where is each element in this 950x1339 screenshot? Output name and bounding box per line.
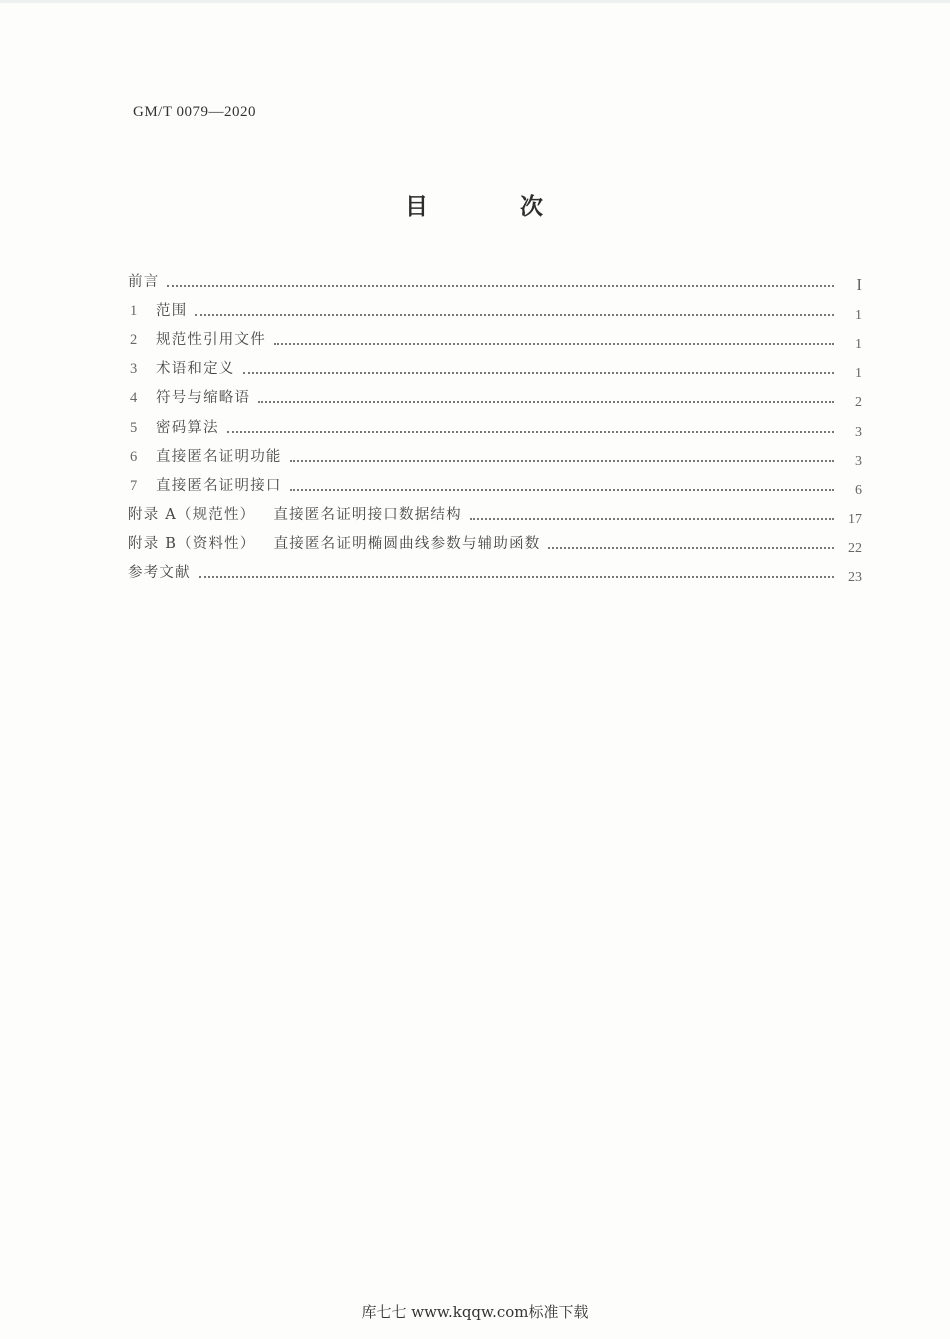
toc-entry-page: I [856, 275, 862, 295]
toc-entry-page: 1 [855, 308, 862, 324]
toc-entry-number: 2 [130, 332, 138, 349]
toc-entry-number: 6 [130, 448, 138, 465]
toc-leader-dots [243, 371, 835, 374]
toc-entry-daa-interfaces[interactable] [128, 466, 862, 498]
toc-entry-annex-b[interactable] [128, 524, 862, 556]
toc-entry-page: 23 [848, 570, 862, 586]
toc-entry-sublabel: 直接匿名证明接口数据结构 [273, 506, 462, 523]
toc-list [128, 262, 862, 586]
toc-leader-dots [274, 342, 834, 345]
document-code: GM/T 0079—2020 [133, 104, 256, 120]
scan-edge [0, 0, 950, 3]
toc-entry-label: 规范性引用文件 [156, 332, 266, 349]
toc-entry-label: 直接匿名证明功能 [156, 448, 282, 465]
toc-entry-label: 参考文献 [128, 565, 191, 582]
toc-entry-normative-references[interactable] [128, 320, 862, 353]
toc-entry-terms-definitions[interactable] [128, 349, 862, 382]
toc-entry-daa-functions[interactable] [128, 437, 862, 469]
toc-title: 目 次 [404, 194, 585, 220]
footer-watermark-text: 库七七 www.kqqw.com标准下载 [361, 1303, 589, 1321]
toc-entry-page: 17 [848, 511, 862, 527]
toc-leader-dots [290, 488, 834, 491]
toc-leader-dots [548, 546, 834, 549]
toc-entry-label: 符号与缩略语 [156, 390, 251, 407]
toc-entry-annex-a[interactable] [128, 495, 862, 527]
toc-leader-dots [470, 517, 834, 520]
toc-entry-page: 1 [855, 337, 862, 353]
toc-entry-label: 附录 A（规范性） [128, 506, 256, 523]
toc-entry-label: 直接匿名证明接口 [156, 477, 282, 494]
toc-entry-page: 3 [855, 424, 862, 440]
toc-entry-page: 1 [855, 366, 862, 382]
toc-entry-symbols-abbreviations[interactable] [128, 378, 862, 411]
toc-entry-scope[interactable] [128, 291, 862, 324]
toc-leader-dots [195, 313, 834, 316]
toc-entry-page: 22 [848, 540, 862, 556]
toc-entry-bibliography[interactable] [128, 553, 862, 586]
toc-entry-number: 7 [130, 477, 138, 494]
toc-entry-label: 范围 [156, 303, 188, 320]
toc-leader-dots [167, 284, 834, 287]
toc-entry-cryptographic-algorithms[interactable] [128, 407, 862, 440]
toc-entry-page: 6 [855, 482, 862, 498]
toc-entry-label: 附录 B（资料性） [128, 535, 256, 552]
toc-entry-number: 5 [130, 419, 138, 436]
toc-entry-label: 密码算法 [156, 419, 219, 436]
toc-entry-page: 3 [855, 453, 862, 469]
toc-entry-foreword[interactable] [128, 262, 862, 295]
toc-leader-dots [227, 430, 834, 433]
toc-leader-dots [290, 459, 834, 462]
toc-entry-number: 1 [130, 303, 138, 320]
toc-entry-page: 2 [855, 395, 862, 411]
toc-entry-label: 术语和定义 [156, 361, 235, 378]
toc-entry-label: 前言 [128, 274, 160, 291]
toc-leader-dots [199, 575, 834, 578]
toc-entry-number: 3 [130, 361, 138, 378]
toc-entry-sublabel: 直接匿名证明椭圆曲线参数与辅助函数 [273, 535, 541, 552]
toc-leader-dots [258, 400, 834, 403]
toc-entry-number: 4 [130, 390, 138, 407]
